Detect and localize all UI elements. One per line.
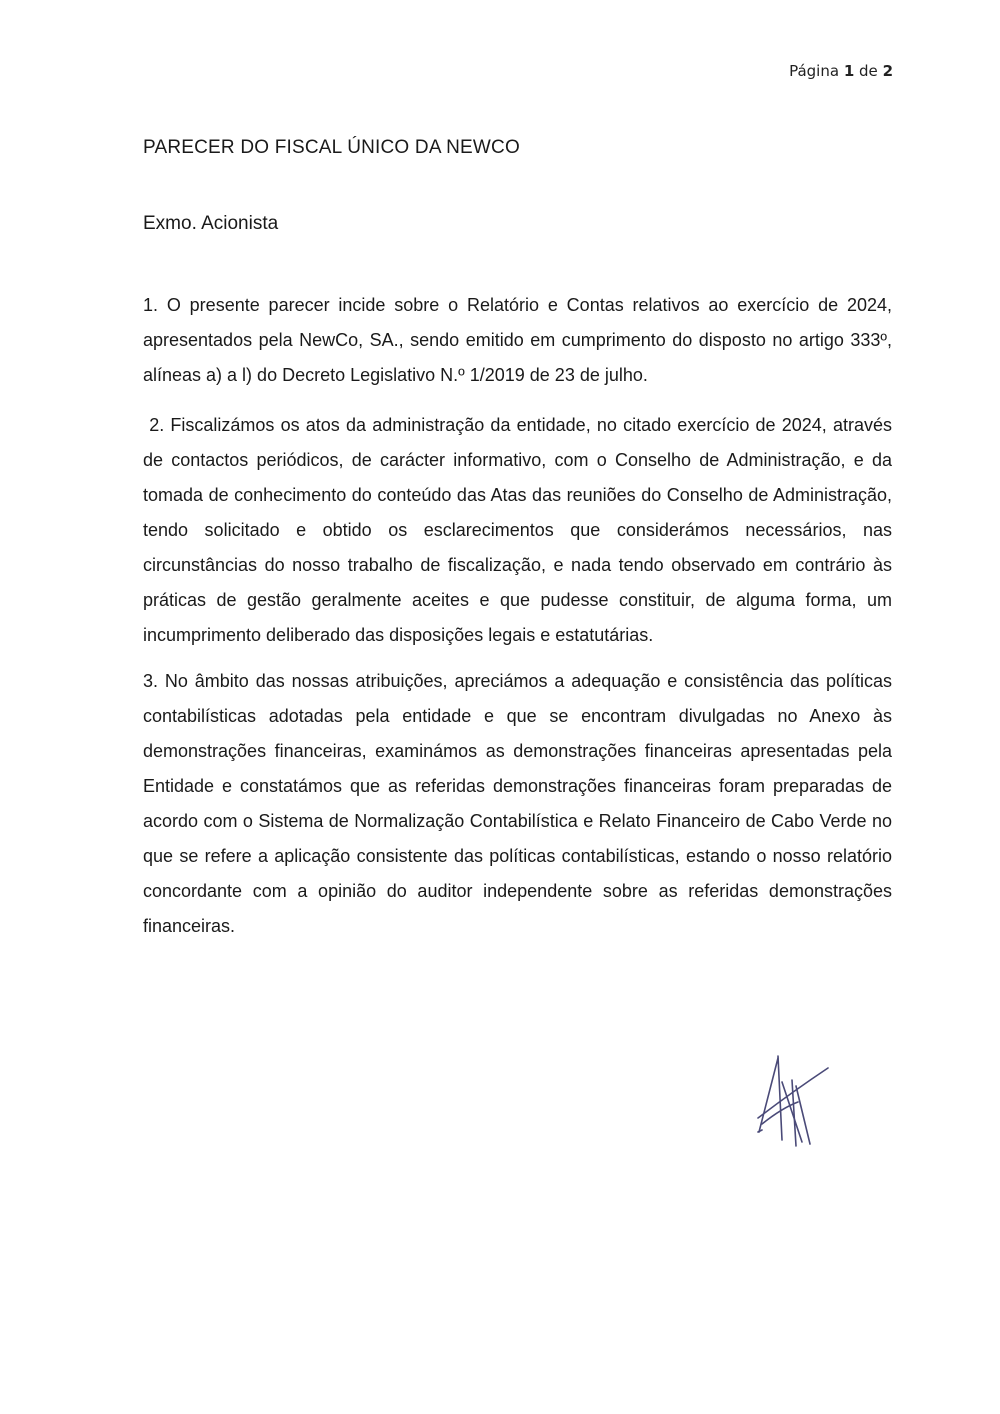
- document-title: PARECER DO FISCAL ÚNICO DA NEWCO: [143, 137, 520, 158]
- page-number-prefix: Página: [789, 62, 840, 80]
- paragraph-1: 1. O presente parecer incide sobre o Relatório e Contas relativos ao exercício de 2024, apresentados pela NewCo, SA., sendo emitido em cumprimento do disposto no artigo 333º, alíneas a) a l) do Decreto Legislativo N.º 1/2019 de 23 de julho.: [143, 295, 892, 385]
- signature-icon: [752, 1052, 834, 1150]
- signature-stroke: [796, 1086, 810, 1144]
- page-number: [789, 62, 893, 80]
- paragraph-2: 2. Fiscalizámos os atos da administração da entidade, no citado exercício de 2024, através de contactos periódicos, de carácter informativo, com o Conselho de Administração, e da tomada de conhecimento do conteúdo das Atas das reuniões do Conselho de Administração, tendo solicitado e obtido os esclarecimentos que considerámos necessários, nas circunstâncias do nosso trabalho de fiscalização, e nada tendo observado em contrário às práticas de gestão geralmente aceites e que pudesse constituir, de alguma forma, um incumprimento deliberado das disposições legais e estatutárias.: [143, 415, 898, 645]
- page-number-separator: de: [859, 62, 878, 80]
- signature-stroke: [759, 1058, 778, 1132]
- salutation: Exmo. Acionista: [143, 213, 279, 234]
- page-number-current: 1: [843, 62, 855, 80]
- page-number-total: 2: [882, 62, 893, 80]
- signature-stroke: [778, 1056, 782, 1140]
- signature-stroke: [758, 1130, 762, 1132]
- paragraph-3: 3. No âmbito das nossas atribuições, apreciámos a adequação e consistência das políticas contabilísticas adotadas pela entidade e que se encontram divulgadas no Anexo às demonstrações financeiras, examinámos as demonstrações financeiras apresentadas pela Entidade e constatámos que as referidas demonstrações financeiras foram preparadas de acordo com o Sistema de Normalização Contabilística e Relato Financeiro de Cabo Verde no que se refere a aplicação consistente das políticas contabilísticas, estando o nosso relatório concordante com a opinião do auditor independente sobre as referidas demonstrações financeiras.: [143, 671, 892, 936]
